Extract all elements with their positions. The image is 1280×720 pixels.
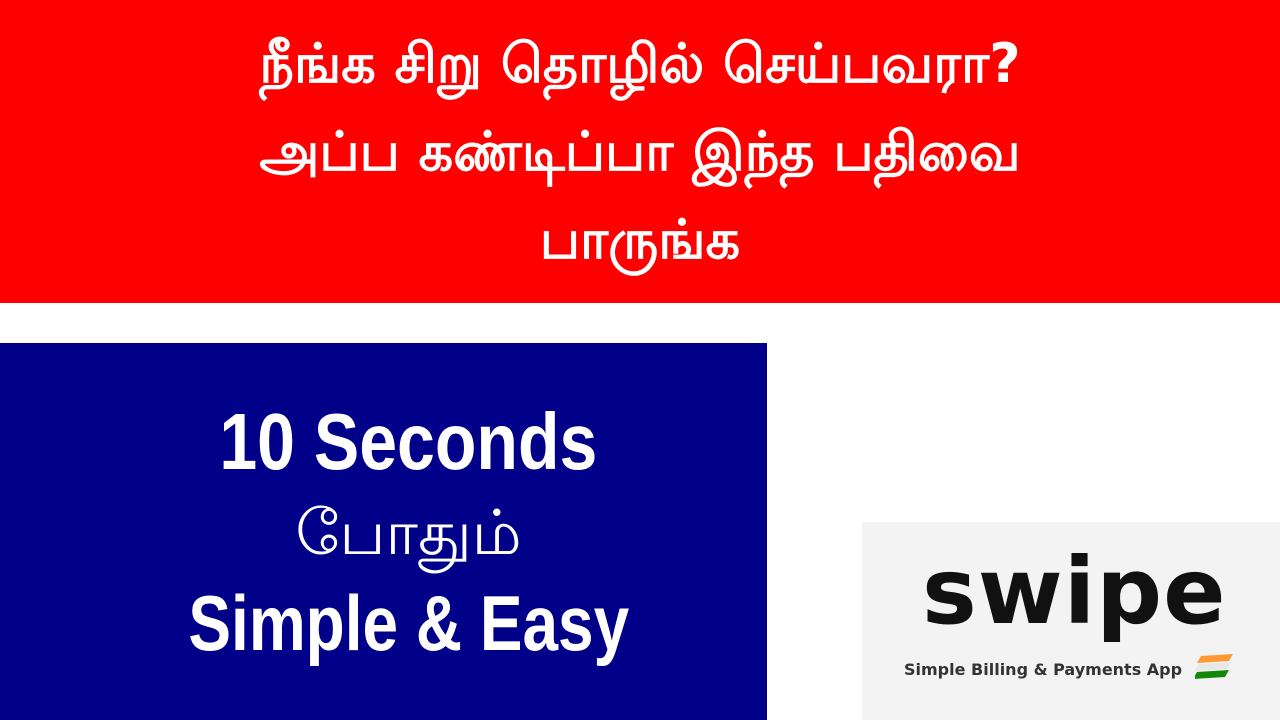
promo-text-block: [140, 397, 678, 667]
swipe-wordmark: swipe: [922, 538, 1227, 645]
headline-line-3: பாருங்க: [539, 207, 741, 271]
indian-flag-stripes-icon: [1195, 654, 1233, 680]
headline-banner: [0, 0, 1280, 303]
headline-line-2: அப்ப கண்டிப்பா இந்த பதிவை: [259, 119, 1021, 183]
swipe-tagline: Simple Billing & Payments App: [904, 660, 1183, 679]
headline-line-1: நீங்க சிறு தொழில் செய்பவரா?: [259, 31, 1021, 95]
promo-line-tamil: போதும்: [295, 495, 522, 569]
swipe-logo-card: [862, 522, 1280, 720]
promo-panel: [0, 343, 767, 720]
promo-line-seconds: 10 Seconds: [219, 396, 598, 486]
promo-line-simple-easy: Simple & Easy: [188, 578, 629, 667]
